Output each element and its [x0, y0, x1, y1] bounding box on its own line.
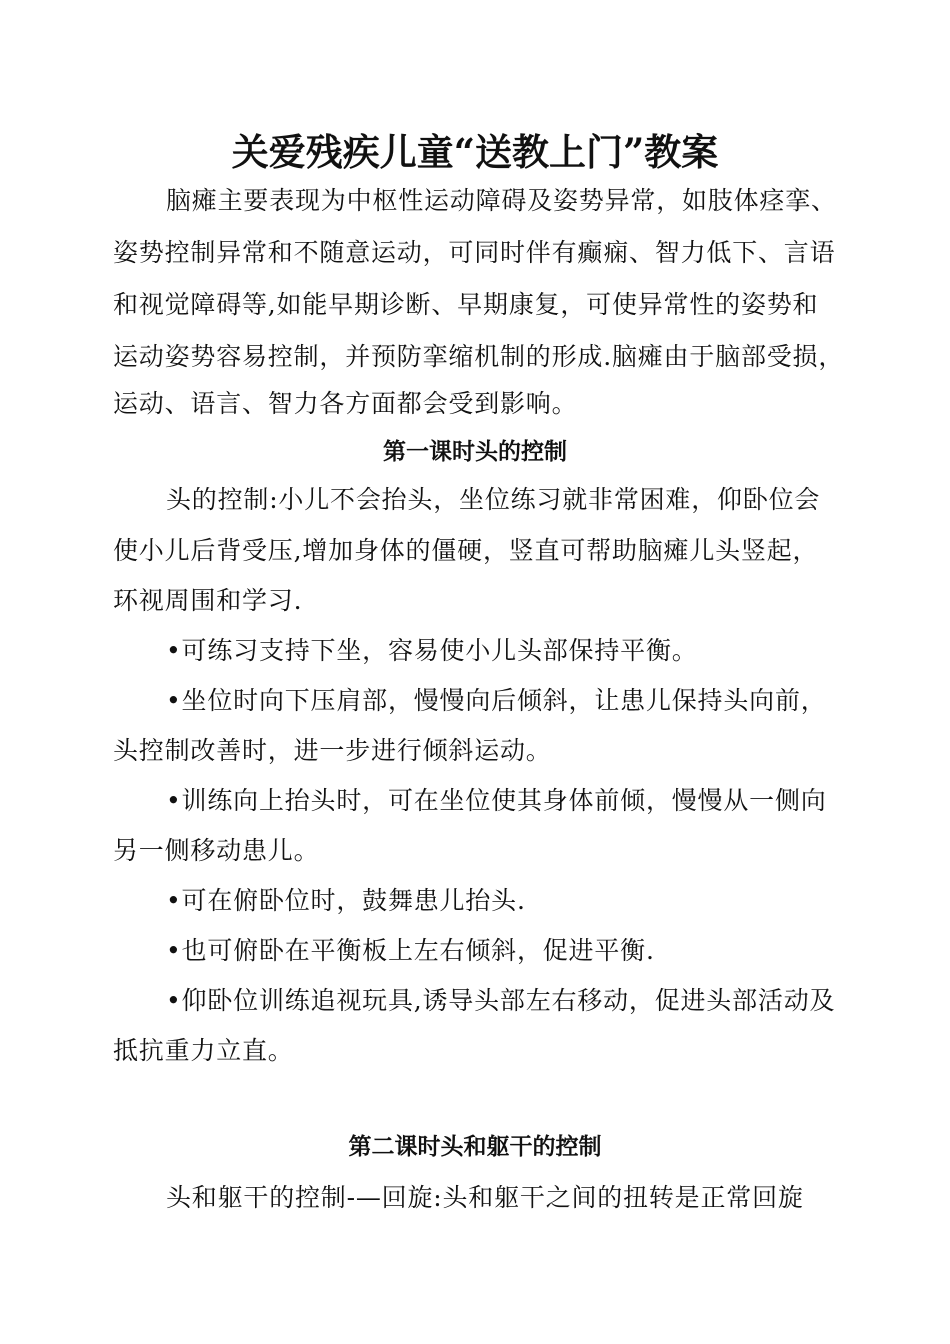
lesson1-line: •仰卧位训练追视玩具,诱导头部左右移动，促进头部活动及: [166, 986, 836, 1015]
lesson1-line: 头的控制:小儿不会抬头，坐位练习就非常困难，仰卧位会: [166, 485, 821, 514]
lesson2-line: 头和躯干的控制-—回旋:头和躯干之间的扭转是正常回旋: [166, 1183, 804, 1212]
intro-line: 和视觉障碍等,如能早期诊断、早期康复，可使异常性的姿势和: [113, 290, 819, 319]
lesson1-line: 另一侧移动患儿。: [113, 836, 320, 865]
lesson1-line: •训练向上抬头时，可在坐位使其身体前倾，慢慢从一侧向: [166, 786, 827, 815]
lesson1-line: 使小儿后背受压,增加身体的僵硬，竖直可帮助脑瘫儿头竖起，: [113, 536, 819, 565]
intro-line: 运动、语言、智力各方面都会受到影响。: [113, 389, 578, 418]
document-title: 关爱残疾儿童“送教上门”教案: [231, 130, 719, 174]
lesson1-heading: 第一课时头的控制: [383, 439, 567, 465]
lesson1-line: 环视周围和学习.: [113, 586, 303, 615]
lesson1-line: 抵抗重力立直。: [113, 1036, 294, 1065]
intro-line: 运动姿势容易控制，并预防挛缩机制的形成.脑瘫由于脑部受损，: [113, 342, 845, 371]
intro-line: 姿势控制异常和不随意运动，可同时伴有癫痫、智力低下、言语: [113, 238, 836, 267]
lesson1-line: •可在俯卧位时，鼓舞患儿抬头.: [166, 886, 526, 915]
lesson1-line: •也可俯卧在平衡板上左右倾斜，促进平衡.: [166, 936, 655, 965]
lesson1-line: 头控制改善时，进一步进行倾斜运动。: [113, 736, 552, 765]
lesson1-line: •坐位时向下压肩部，慢慢向后倾斜，让患儿保持头向前，: [166, 686, 827, 715]
intro-line: 脑瘫主要表现为中枢性运动障碍及姿势异常，如肢体痉挛、: [166, 186, 837, 215]
lesson1-line: •可练习支持下坐，容易使小儿头部保持平衡。: [166, 636, 698, 665]
lesson2-heading: 第二课时头和躯干的控制: [348, 1134, 602, 1160]
